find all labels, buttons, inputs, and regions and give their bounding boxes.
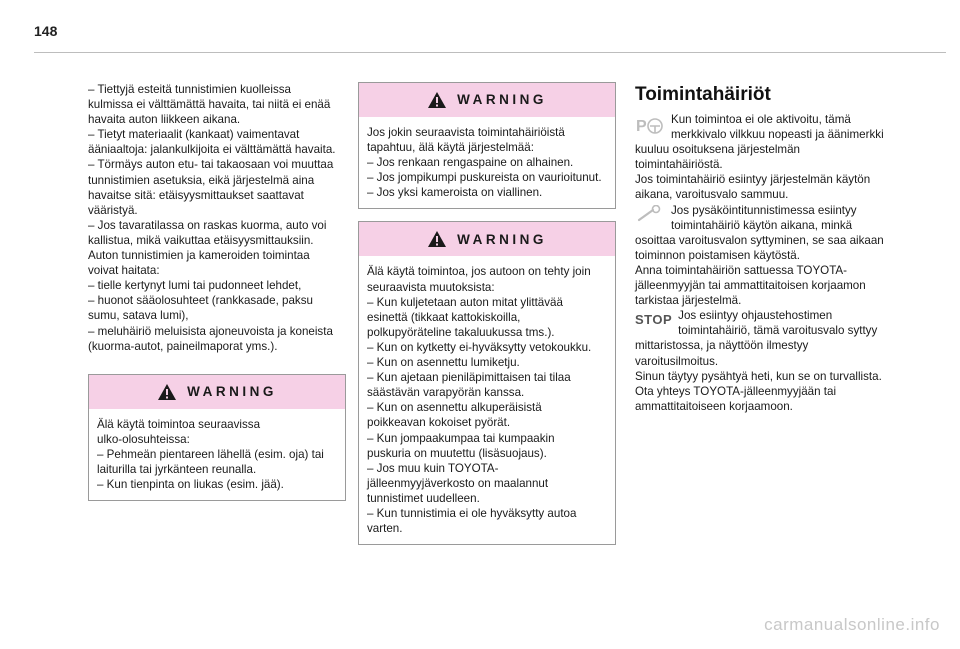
malfunction-block-parking <box>635 112 905 203</box>
watermark: carmanualsonline.info <box>764 615 940 634</box>
text-line: poikkeavan kokoiset pyörät. <box>367 416 511 430</box>
text-line: voivat haitata: <box>88 264 160 278</box>
svg-text:P: P <box>636 118 647 135</box>
warning-box-outdoor <box>88 374 346 501</box>
text-line: Jos jokin seuraavista toimintahäiriöistä <box>367 126 565 139</box>
text-line: – Tiettyjä esteitä tunnistimien kuolleissa <box>88 83 291 96</box>
text-line: polkupyöräteline takaluukussa tms.). <box>367 325 555 339</box>
text-line: – huonot sääolosuhteet (rankkasade, paksu <box>88 294 313 308</box>
text-line: – Jos renkaan rengaspaine on alhainen. <box>367 156 574 170</box>
text-line: osoittaa varoitusvalon syttyminen, se saa aikaan <box>635 233 884 247</box>
text-line: toimintahäiriöstä. <box>635 158 723 172</box>
text-line: merkkivalo vilkkuu nopeasti ja äänimerkki <box>671 128 884 142</box>
text-line: Jos esiintyy ohjaustehostimen <box>678 309 833 323</box>
text-line: – Jos muu kuin TOYOTA- <box>367 461 499 475</box>
text-line: varoitusilmoitus. <box>635 354 719 368</box>
wrench-icon <box>635 205 665 223</box>
text-line: ammattitaitoiseen korjaamoon. <box>635 399 793 413</box>
text-line: Älä käytä toimintoa seuraavissa <box>97 417 261 431</box>
text-line: – Pehmeän pientareen lähellä (esim. oja) tai <box>97 447 324 461</box>
warning-box-malfunctions <box>358 82 616 209</box>
right-column <box>635 84 905 414</box>
text-line: – Kun jompaakumpaa tai kumpaakin <box>367 431 555 445</box>
text-line: – Tietyt materiaalit (kankaat) vaimentavat <box>88 128 300 142</box>
text-line: laiturilla tai jyrkänteen reunalla. <box>97 462 257 476</box>
text-line: kuuluu osoituksena järjestelmän <box>635 143 800 157</box>
warning-triangle-icon <box>157 383 177 401</box>
text-line: toiminnon poistamisen käytöstä. <box>635 248 800 262</box>
middle-column <box>358 82 616 545</box>
left-column <box>88 82 346 501</box>
text-line: tapahtuu, älä käytä järjestelmää: <box>367 141 534 155</box>
text-line: Sinun täytyy pysähtyä heti, kun se on turvallista. <box>635 369 882 383</box>
text-line: varten. <box>367 522 403 536</box>
text-line: kallistua, mikä vaikuttaa etäisyysmittauksiin. <box>88 233 314 247</box>
text-line: havaita auton liikkeen aikana. <box>88 113 241 127</box>
text-line: toimintahäiriö, tämä varoitusvalo syttyy <box>678 324 878 338</box>
warning-triangle-icon <box>427 230 447 248</box>
page-number: 148 <box>34 23 58 39</box>
text-line: – Jos jompikumpi puskureista on vaurioitunut. <box>367 171 602 185</box>
text-line: säästävän varapyörän kanssa. <box>367 386 525 400</box>
text-line: Kun toimintoa ei ole aktivoitu, tämä <box>671 113 851 126</box>
text-line: Ota yhteys TOYOTA-jälleenmyyjään tai <box>635 384 837 398</box>
section-title: Toimintahäiriöt <box>635 84 771 105</box>
text-line: havaitse sitä: etäisyysmittaukset saattavat <box>88 188 304 202</box>
left-body-text <box>88 82 346 354</box>
text-line: – Törmäys auton etu- tai takaosaan voi muuttaa <box>88 158 334 172</box>
text-line: ääniaaltoja: jalankulkijoita ei välttämättä havaita. <box>88 143 336 157</box>
parking-assist-icon <box>635 114 665 136</box>
text-line: ulko-olosuhteissa: <box>97 432 190 446</box>
text-line: – Kun tunnistimia ei ole hyväksytty autoa <box>367 506 577 520</box>
warning-title: WARNING <box>457 92 547 108</box>
text-line: puskuria on muutettu (lisäsuojaus). <box>367 446 547 460</box>
text-line: jälleenmyyjän tai ammattitaitoisen korjaamon <box>635 279 866 293</box>
text-line: – Kun ajetaan pieniläpimittaisen tai tilaa <box>367 371 571 385</box>
text-line: seuraavista muutoksista: <box>367 280 495 294</box>
warning-body <box>359 256 615 544</box>
malfunction-block-steering <box>635 308 905 414</box>
warning-body <box>359 117 615 208</box>
text-line: toimintahäiriö käytön aikana, minkä <box>671 218 853 232</box>
warning-header <box>359 222 615 256</box>
text-line: (kuorma-autot, paineilmaporat yms.). <box>88 339 278 353</box>
text-line: vääristyä. <box>88 203 138 217</box>
text-line: esinettä (tikkaat kattokiskoilla, <box>367 310 521 324</box>
malfunction-block-sensor <box>635 203 905 309</box>
text-line: Jos toimintahäiriö esiintyy järjestelmän käytön <box>635 173 871 187</box>
warning-header <box>89 375 345 409</box>
warning-body <box>89 409 345 500</box>
text-line: Jos pysäköintitunnistimessa esiintyy <box>671 203 857 217</box>
text-line: – Jos tavaratilassa on raskas kuorma, auto voi <box>88 218 327 232</box>
text-line: sumu, satava lumi), <box>88 309 189 323</box>
text-line: tunnistimet uudelleen. <box>367 491 480 505</box>
stop-icon: STOP <box>635 312 673 328</box>
text-line: – meluhäiriö meluisista ajoneuvoista ja koneista <box>88 324 333 338</box>
warning-title: WARNING <box>187 384 277 400</box>
text-line: – Kun on kytketty ei-hyväksytty vetokoukku. <box>367 340 592 354</box>
warning-header <box>359 83 615 117</box>
text-line: – Jos yksi kameroista on viallinen. <box>367 186 543 200</box>
text-line: Auton tunnistimien ja kameroiden toimintaa <box>88 249 310 263</box>
text-line: tunnistimien asetuksia, eikä järjestelmä aina <box>88 173 315 187</box>
warning-box-modifications <box>358 221 616 545</box>
text-line: kulmissa ei välttämättä havaita, tai niitä ei enää <box>88 98 331 112</box>
text-line: Älä käytä toimintoa, jos autoon on tehty join <box>367 265 591 279</box>
text-line: – Kun on asennettu alkuperäisistä <box>367 401 542 415</box>
text-line: – Kun on asennettu lumiketju. <box>367 356 520 370</box>
warning-triangle-icon <box>427 91 447 109</box>
text-line: Anna toimintahäiriön sattuessa TOYOTA- <box>635 263 848 277</box>
text-line: aikana, varoitusvalo sammuu. <box>635 188 789 202</box>
header-rule <box>34 52 946 53</box>
text-line: jälleenmyyjäverkosto on maalannut <box>367 476 549 490</box>
text-line: – Kun kuljetetaan auton mitat ylittävää <box>367 295 563 309</box>
text-line: – Kun tienpinta on liukas (esim. jää). <box>97 478 284 492</box>
warning-title: WARNING <box>457 231 547 247</box>
text-line: tarkistaa järjestelmä. <box>635 294 742 308</box>
text-line: mittaristossa, ja näyttöön ilmestyy <box>635 339 809 353</box>
text-line: – tielle kertynyt lumi tai pudonneet lehdet, <box>88 279 302 293</box>
